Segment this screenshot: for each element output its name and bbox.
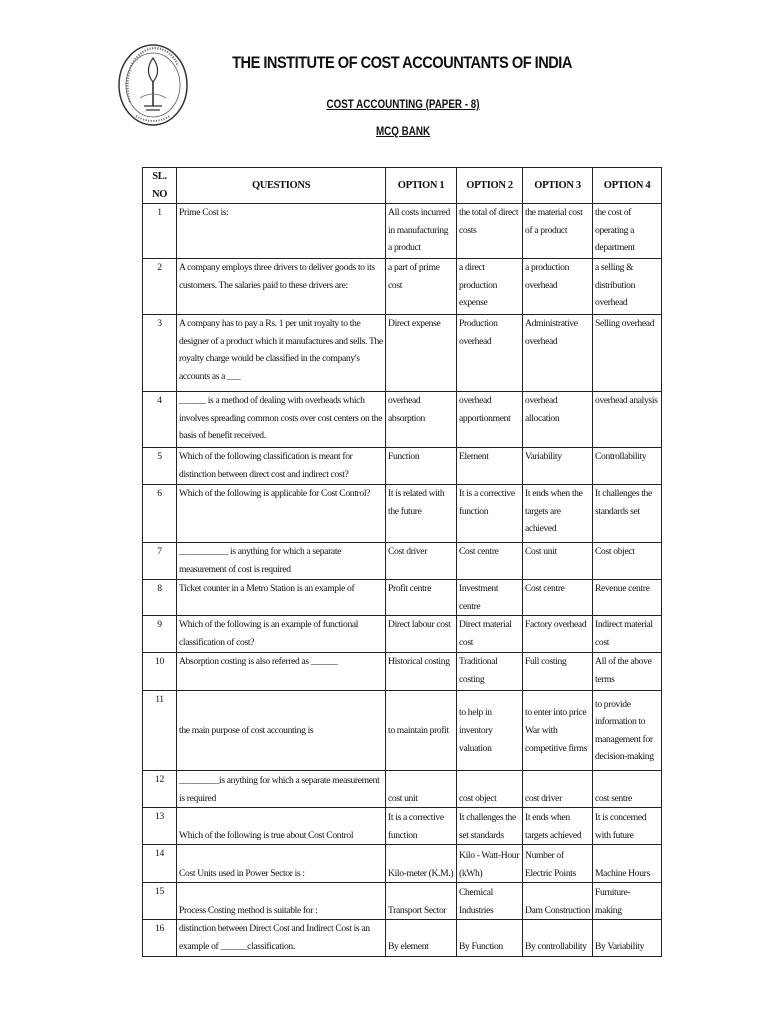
option-2-cell: Chemical Industries [457, 883, 523, 920]
option-4-cell: Selling overhead [593, 315, 662, 392]
option-4-cell: Cost object [593, 543, 662, 580]
option-2-cell: a direct production expense [457, 259, 523, 315]
question-cell: _________is anything for which a separate measurement is required [177, 771, 386, 808]
col-header-sl-no: SL. NO [143, 168, 177, 204]
table-row [143, 691, 662, 771]
sl-no-cell: 6 [143, 485, 177, 543]
table-row [143, 315, 662, 392]
option-3-cell: Number of Electric Points [523, 845, 593, 883]
sl-no-cell: 10 [143, 653, 177, 691]
question-cell: Cost Units used in Power Sector is : [177, 845, 386, 883]
question-cell: Process Costing method is suitable for : [177, 883, 386, 920]
option-1-cell: Function [386, 448, 457, 485]
option-1-cell: Direct labour cost [386, 616, 457, 653]
col-header-option-3: OPTION 3 [523, 168, 593, 204]
option-1-cell: Historical costing [386, 653, 457, 691]
table-row [143, 448, 662, 485]
question-cell: Ticket counter in a Metro Station is an example of [177, 580, 386, 616]
sl-no-cell: 16 [143, 920, 177, 956]
option-3-cell: By controllability [523, 920, 593, 956]
option-4-cell: Indirect material cost [593, 616, 662, 653]
option-3-cell: a production overhead [523, 259, 593, 315]
option-1-cell: All costs incurred in manufacturing a product [386, 204, 457, 259]
sl-no-cell: 11 [143, 691, 177, 771]
option-1-cell: to maintain profit [386, 691, 457, 771]
table-row [143, 653, 662, 691]
option-2-cell: Kilo - Watt-Hour (kWh) [457, 845, 523, 883]
option-3-cell: It ends when targets achieved [523, 808, 593, 845]
sl-no-cell: 12 [143, 771, 177, 808]
col-header-option-1: OPTION 1 [386, 168, 457, 204]
option-2-cell: cost object [457, 771, 523, 808]
option-3-cell: the material cost of a product [523, 204, 593, 259]
option-4-cell: cost sentre [593, 771, 662, 808]
question-cell: ______ is a method of dealing with overheads which involves spreading common costs over cost centers on the basis of benefit received. [177, 392, 386, 448]
question-cell: ___________ is anything for which a separate measurement of cost is required [177, 543, 386, 580]
sl-no-cell: 9 [143, 616, 177, 653]
option-4-cell: It challenges the standards set [593, 485, 662, 543]
option-3-cell: Variability [523, 448, 593, 485]
option-2-cell: It challenges the set standards [457, 808, 523, 845]
option-4-cell: It is concerned with future [593, 808, 662, 845]
option-4-cell: By Variability [593, 920, 662, 956]
option-2-cell: Investment centre [457, 580, 523, 616]
option-1-cell: It is a corrective function [386, 808, 457, 845]
option-4-cell: Revenue centre [593, 580, 662, 616]
table-row [143, 543, 662, 580]
table-header-row [143, 168, 662, 204]
option-2-cell: Element [457, 448, 523, 485]
option-2-cell: It is a corrective function [457, 485, 523, 543]
option-1-cell: overhead absorption [386, 392, 457, 448]
option-1-cell: It is related with the future [386, 485, 457, 543]
sl-no-cell: 7 [143, 543, 177, 580]
option-3-cell: cost driver [523, 771, 593, 808]
sl-no-cell: 1 [143, 204, 177, 259]
institute-title: THE INSTITUTE OF COST ACCOUNTANTS OF INDIA [232, 53, 572, 72]
option-2-cell: Direct material cost [457, 616, 523, 653]
table-row [143, 808, 662, 845]
table-row [143, 485, 662, 543]
option-3-cell: Cost centre [523, 580, 593, 616]
table-row [143, 580, 662, 616]
table-row [143, 771, 662, 808]
option-2-cell: By Function [457, 920, 523, 956]
sl-no-cell: 15 [143, 883, 177, 920]
option-1-cell: Transport Sector [386, 883, 457, 920]
table-row [143, 845, 662, 883]
col-header-questions: QUESTIONS [177, 168, 386, 204]
option-1-cell: cost unit [386, 771, 457, 808]
sl-no-cell: 2 [143, 259, 177, 315]
option-2-cell: Cost centre [457, 543, 523, 580]
option-3-cell: Dam Construction [523, 883, 593, 920]
table-row [143, 204, 662, 259]
col-header-option-4: OPTION 4 [593, 168, 662, 204]
paper-subtitle: COST ACCOUNTING (PAPER - 8) [326, 97, 480, 111]
question-cell: Which of the following is an example of functional classification of cost? [177, 616, 386, 653]
option-3-cell: overhead allocation [523, 392, 593, 448]
option-2-cell: Production overhead [457, 315, 523, 392]
table-row [143, 920, 662, 956]
col-header-option-2: OPTION 2 [457, 168, 523, 204]
sl-no-cell: 4 [143, 392, 177, 448]
option-3-cell: Full costing [523, 653, 593, 691]
option-1-cell: Cost driver [386, 543, 457, 580]
option-4-cell: Machine Hours [593, 845, 662, 883]
table-row [143, 883, 662, 920]
option-3-cell: It ends when the targets are achieved [523, 485, 593, 543]
table-row [143, 259, 662, 315]
sl-no-cell: 5 [143, 448, 177, 485]
question-cell: Which of the following is applicable for Cost Control? [177, 485, 386, 543]
question-cell: the main purpose of cost accounting is [177, 691, 386, 771]
sl-no-cell: 13 [143, 808, 177, 845]
option-1-cell: a part of prime cost [386, 259, 457, 315]
option-4-cell: the cost of operating a department [593, 204, 662, 259]
sl-no-cell: 8 [143, 580, 177, 616]
option-1-cell: Kilo-meter (K.M.) [386, 845, 457, 883]
question-cell: distinction between Direct Cost and Indirect Cost is an example of ______classification. [177, 920, 386, 956]
option-4-cell: a selling & distribution overhead [593, 259, 662, 315]
sl-no-cell: 3 [143, 315, 177, 392]
table-row [143, 392, 662, 448]
question-cell: Which of the following classification is meant for distinction between direct cost and indirect cost? [177, 448, 386, 485]
option-2-cell: overhead apportionment [457, 392, 523, 448]
question-cell: A company has to pay a Rs. 1 per unit royalty to the designer of a product which it manufactures and sells. The royalty charge would be classified in the company's accounts as a ___ [177, 315, 386, 392]
question-cell: Which of the following is true about Cost Control [177, 808, 386, 845]
option-2-cell: Traditional costing [457, 653, 523, 691]
option-1-cell: By element [386, 920, 457, 956]
option-4-cell: to provide information to management for decision-making [593, 691, 662, 771]
option-4-cell: Furniture- making [593, 883, 662, 920]
option-3-cell: to enter into price War with competitive firms [523, 691, 593, 771]
option-1-cell: Profit centre [386, 580, 457, 616]
option-3-cell: Cost unit [523, 543, 593, 580]
mcq-bank-heading: MCQ BANK [375, 124, 431, 138]
option-3-cell: Administrative overhead [523, 315, 593, 392]
option-4-cell: Controllability [593, 448, 662, 485]
option-4-cell: All of the above terms [593, 653, 662, 691]
question-cell: Prime Cost is: [177, 204, 386, 259]
sl-no-cell: 14 [143, 845, 177, 883]
question-cell: A company employs three drivers to deliver goods to its customers. The salaries paid to these drivers are: [177, 259, 386, 315]
option-1-cell: Direct expense [386, 315, 457, 392]
option-2-cell: the total of direct costs [457, 204, 523, 259]
question-cell: Absorption costing is also referred as ______ [177, 653, 386, 691]
option-2-cell: to help in inventory valuation [457, 691, 523, 771]
option-3-cell: Factory overhead [523, 616, 593, 653]
mcq-table [142, 167, 662, 957]
table-row [143, 616, 662, 653]
option-4-cell: overhead analysis [593, 392, 662, 448]
